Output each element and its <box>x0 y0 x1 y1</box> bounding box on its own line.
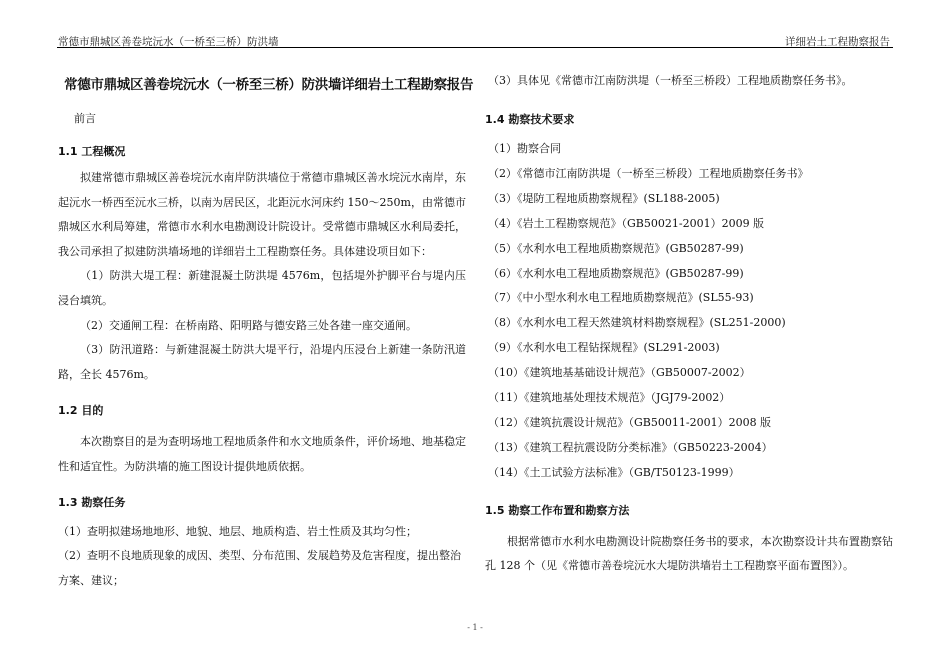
requirement-item: （1）勘察合同 <box>488 142 561 155</box>
task-item-3: （3）具体见《常德市江南防洪堤（一桥至三桥段）工程地质勘察任务书》。 <box>488 74 853 87</box>
section-1-2-heading: 1.2 目的 <box>58 404 104 418</box>
section-1-3-item: （2）查明不良地质现象的成因、类型、分布范围、发展趋势及危害程度，提出整治方案、建议； <box>58 549 461 587</box>
section-1-2-paragraph: 本次勘察目的是为查明场地工程地质条件和水文地质条件，评价场地、地基稳定性和适宜性。为防洪墙的施工图设计提供地质依据。 <box>58 435 466 473</box>
requirement-item: （7）《中小型水利水电工程地质勘察规范》(SL55-93) <box>488 291 754 305</box>
requirements-list <box>485 137 893 486</box>
requirement-item: （13）《建筑工程抗震设防分类标准》（GB50223-2004） <box>488 440 773 454</box>
requirement-item: （8）《水利水电工程天然建筑材料勘察规程》(SL251-2000) <box>488 316 786 330</box>
section-1-1-item: （1）防洪大堤工程：新建混凝土防洪堤 4576m，包括堤外护脚平台与堤内压浸台填筑。 <box>58 269 466 307</box>
requirement-item: （5）《水利水电工程地质勘察规范》(GB50287-99) <box>488 241 744 255</box>
section-1-1-item: （2）交通闸工程：在桥南路、阳明路与德安路三处各建一座交通闸。 <box>80 318 417 332</box>
requirement-item: （14）《土工试验方法标准》（GB/T50123-1999） <box>488 465 740 479</box>
requirement-item: （2）《常德市江南防洪堤（一桥至三桥段）工程地质勘察任务书》 <box>488 166 809 180</box>
section-1-3-heading: 1.3 勘察任务 <box>58 495 126 509</box>
requirement-item: （9）《水利水电工程钻探规程》(SL291-2003) <box>488 341 720 355</box>
document-title: 常德市鼎城区善卷垸沅水（一桥至三桥）防洪墙详细岩土工程勘察报告 <box>64 77 474 93</box>
requirement-item: （11）《建筑地基处理技术规范》（JGJ79-2002） <box>488 391 731 405</box>
right-column <box>485 66 893 579</box>
requirement-item: （3）《堤防工程地质勘察规程》(SL188-2005) <box>488 191 720 205</box>
requirement-item: （4）《岩土工程勘察规范》（GB50021-2001）2009 版 <box>488 216 765 230</box>
header-rule <box>57 47 893 48</box>
requirement-item: （6）《水利水电工程地质勘察规范》(GB50287-99) <box>488 266 744 280</box>
section-1-5-heading: 1.5 勘察工作布置和勘察方法 <box>485 503 630 517</box>
left-column <box>58 66 474 593</box>
header-right-text: 详细岩土工程勘察报告 <box>785 36 890 48</box>
section-1-1-paragraph: 拟建常德市鼎城区善卷垸沅水南岸防洪墙位于常德市鼎城区善水垸沅水南岸，东起沅水一桥西至沅水三桥，以南为居民区，北距沅水河床约 150～250m，由常德市鼎城区水利局筹建，常德市水利水电勘测设计院设计。受常德市鼎城区水利局委托，我公司承担了拟建防洪墙场地的详细岩土工程勘察任务。具体建设项目如下： <box>58 171 466 258</box>
page-header <box>0 0 950 48</box>
section-1-1-item: （3）防汛道路：与新建混凝土防洪大堤平行，沿堤内压浸台上新建一条防汛道路，全长 4576m。 <box>58 343 466 381</box>
section-1-4-heading: 1.4 勘察技术要求 <box>485 113 575 126</box>
section-1-5-paragraph: 根据常德市水利水电勘测设计院勘察任务书的要求，本次勘察设计共布置勘察钻孔 128 个（见《常德市善卷垸沅水大堤防洪墙岩土工程勘察平面布置图》）。 <box>485 534 893 573</box>
section-1-3-item: （1）查明拟建场地地形、地貌、地层、地质构造、岩土性质及其均匀性； <box>58 524 417 538</box>
requirement-item: （10）《建筑地基基础设计规范》（GB50007-2002） <box>488 366 751 380</box>
requirement-item: （12）《建筑抗震设计规范》（GB50011-2001）2008 版 <box>488 415 772 429</box>
page-number: - 1 - <box>467 623 483 632</box>
header-left-text: 常德市鼎城区善卷垸沅水（一桥至三桥）防洪墙 <box>58 36 279 48</box>
section-1-1-heading: 1.1 工程概况 <box>58 145 126 158</box>
preface-heading: 前言 <box>74 112 96 125</box>
